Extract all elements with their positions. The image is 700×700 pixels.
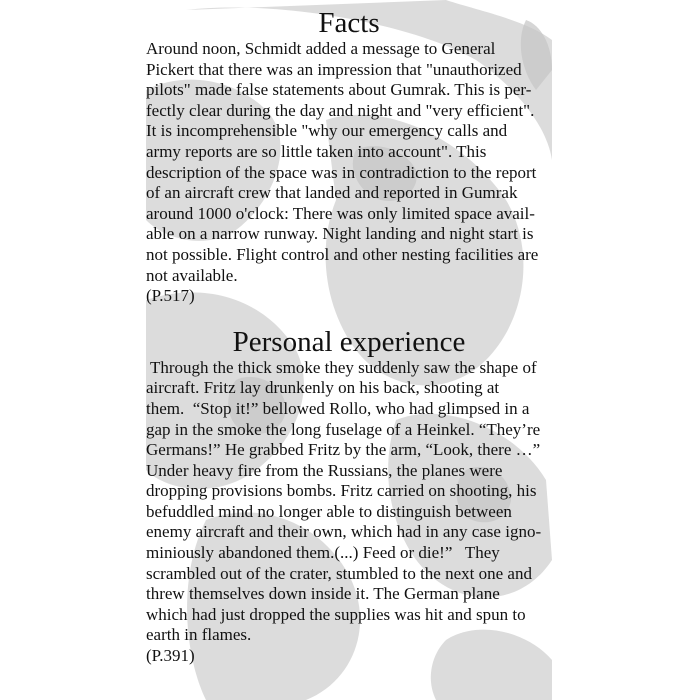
personal-line: miniously abandoned them.(...) Feed or die!” They [146, 543, 500, 563]
personal-line: threw themselves down inside it. The German plane [146, 584, 500, 604]
facts-reference: (P.517) [146, 286, 195, 306]
facts-line: pilots" made false statements about Gumrak. This is per- [146, 80, 532, 100]
facts-line: It is incomprehensible "why our emergency calls and [146, 121, 508, 141]
facts-line: around 1000 o'clock: There was only limited space avail- [146, 203, 535, 223]
personal-reference: (P.391) [146, 646, 195, 666]
facts-line: fectly clear during the day and night and "very efficient". [146, 100, 535, 120]
facts-line: army reports are so little taken into account". This [146, 141, 487, 161]
personal-line: scrambled out of the crater, stumbled to the next one and [146, 563, 532, 583]
facts-line: description of the space was in contradiction to the report [146, 162, 537, 182]
personal-line: Through the thick smoke they suddenly saw the shape of [146, 357, 537, 377]
facts-line: not available. [146, 265, 238, 285]
personal-line: earth in flames. [146, 625, 252, 645]
facts-line: of an aircraft crew that landed and reported in Gumrak [146, 183, 518, 203]
facts-heading: Facts [318, 7, 380, 39]
personal-heading: Personal experience [232, 325, 466, 358]
personal-line: befuddled mind no longer able to distinguish between [146, 501, 512, 521]
document-panel [146, 0, 552, 700]
facts-line: Pickert that there was an impression that "unauthorized [146, 59, 522, 79]
personal-line: which had just dropped the supplies was hit and spun to [146, 604, 526, 624]
personal-line: gap in the smoke the long fuselage of a Heinkel. “They’re [146, 419, 541, 439]
personal-line: Germans!” He grabbed Fritz by the arm, “Look, there …” [146, 440, 541, 460]
document-content [146, 0, 552, 667]
personal-line: dropping provisions bombs. Fritz carried on shooting, his [146, 481, 537, 501]
personal-body [146, 358, 552, 667]
facts-line: able on a narrow runway. Night landing and night start is [146, 224, 534, 244]
personal-line: aircraft. Fritz lay drunkenly on his back, shooting at [146, 378, 500, 398]
facts-line: Around noon, Schmidt added a message to General [146, 39, 496, 58]
facts-line: not possible. Flight control and other nesting facilities are [146, 244, 539, 264]
personal-line: them. “Stop it!” bellowed Rollo, who had glimpsed in a [146, 398, 530, 418]
personal-line: enemy aircraft and their own, which had in any case igno- [146, 522, 542, 542]
facts-body [146, 39, 552, 307]
personal-line: Under heavy fire from the Russians, the planes were [146, 460, 503, 480]
